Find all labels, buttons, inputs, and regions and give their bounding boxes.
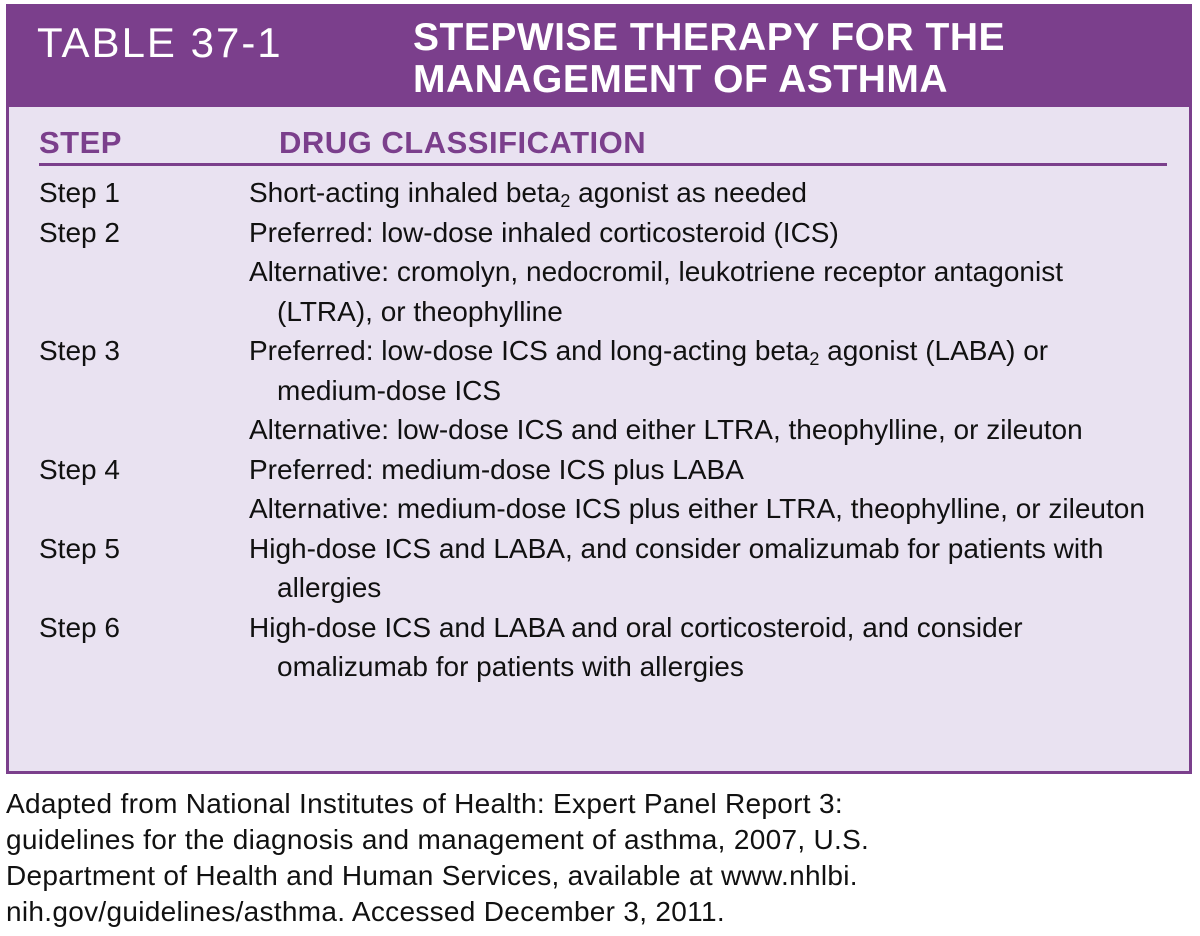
table-row — [9, 450, 1189, 529]
footnote-line: Department of Health and Human Services, available at www.nhlbi. — [6, 860, 858, 891]
column-header-drug-classification: DRUG CLASSIFICATION — [279, 125, 647, 160]
drug-entry: Short-acting inhaled beta$_2$ agonist as needed — [249, 177, 807, 211]
table-body — [9, 173, 1189, 687]
step-label: Step 2 — [39, 216, 120, 248]
footnote-line: nih.gov/guidelines/asthma. Accessed December 3, 2011. — [6, 896, 725, 927]
table-title-line-2: MANAGEMENT OF ASTHMA — [413, 58, 949, 101]
step-label: Step 1 — [39, 177, 120, 208]
table-source-footnote — [6, 786, 1186, 930]
drug-entry: High-dose ICS and LABA, and consider omalizumab for patients with allergies — [249, 532, 1104, 603]
drug-entry-alternative: Alternative: low-dose ICS and either LTRA, theophylline, or zileuton — [249, 414, 1083, 445]
drug-entry-preferred: Preferred: low-dose ICS and long-acting beta$_2$ agonist (LABA) or medium-dose ICS — [249, 335, 1049, 406]
drug-entries — [249, 529, 1149, 608]
step-label: Step 5 — [39, 532, 120, 564]
header-divider — [39, 163, 1167, 166]
drug-entry: High-dose ICS and LABA and oral corticosteroid, and consider omalizumab for patients with allergies — [249, 611, 1023, 682]
drug-entries — [249, 331, 1149, 450]
asthma-therapy-table — [6, 4, 1192, 774]
step-label: Step 6 — [39, 611, 120, 643]
drug-entries — [249, 213, 1149, 332]
table-row — [9, 608, 1189, 687]
drug-entries — [249, 608, 1149, 687]
footnote-line: Adapted from National Institutes of Health: Expert Panel Report 3: — [6, 788, 843, 819]
drug-entry-preferred: Preferred: low-dose inhaled corticosteroid (ICS) — [249, 216, 839, 248]
drug-entry-alternative: Alternative: cromolyn, nedocromil, leukotriene receptor antagonist (LTRA), or theophylline — [249, 256, 1063, 327]
table-row — [9, 529, 1189, 608]
drug-entries — [249, 173, 1149, 213]
table-title-line-1: STEPWISE THERAPY FOR THE — [413, 16, 1006, 59]
drug-entries — [249, 450, 1149, 529]
footnote-line: guidelines for the diagnosis and management of asthma, 2007, U.S. — [6, 824, 870, 855]
table-row — [9, 173, 1189, 213]
table-number: TABLE 37-1 — [37, 19, 283, 66]
table-row — [9, 213, 1189, 332]
step-label: Step 4 — [39, 453, 120, 485]
table-header — [9, 7, 1189, 107]
drug-entry-preferred: Preferred: medium-dose ICS plus LABA — [249, 453, 744, 485]
column-header-step: STEP — [39, 125, 122, 160]
table-title — [413, 17, 1005, 101]
step-label: Step 3 — [39, 335, 120, 366]
table-row — [9, 331, 1189, 450]
drug-entry-alternative: Alternative: medium-dose ICS plus either LTRA, theophylline, or zileuton — [249, 493, 1145, 524]
